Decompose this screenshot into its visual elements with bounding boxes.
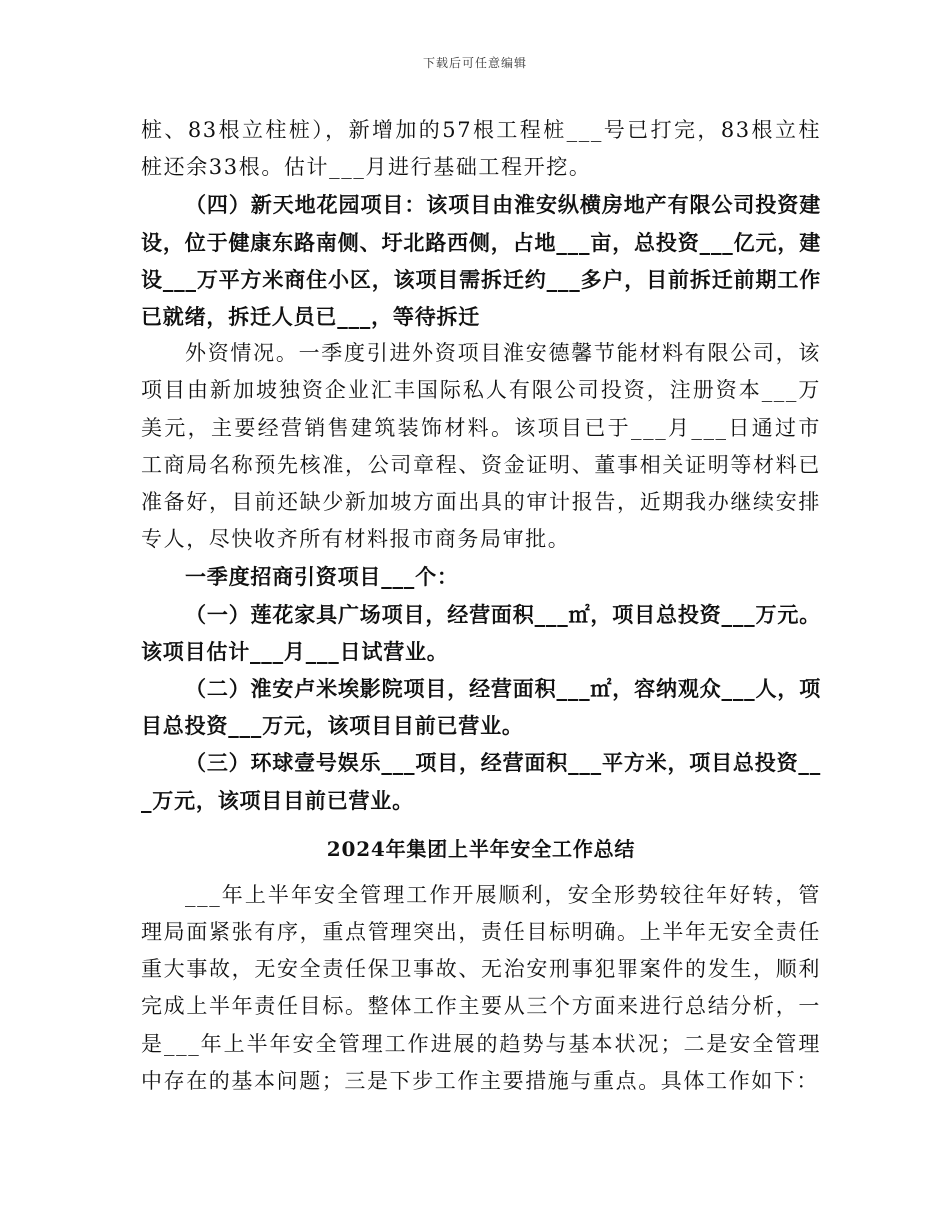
document-body — [141, 112, 821, 1100]
paragraph-global-one-entertainment: （三）环球壹号娱乐___项目，经营面积___平方米，项目总投资___万元，该项目目前已营业。 — [141, 750, 821, 813]
paragraph-q1-projects-heading: 一季度招商引资项目___个： — [185, 564, 459, 590]
paragraph-pile-progress: 桩、83根立柱桩），新增加的57根工程桩___号已打完，83根立柱桩还余33根。估计___月进行基础工程开挖。 — [141, 118, 821, 180]
paragraph-safety-summary: ___年上半年安全管理工作开展顺利，安全形势较往年好转，管理局面紧张有序，重点管理突出，责任目标明确。上半年无安全责任重大事故，无安全责任保卫事故、无治安刑事犯罪案件的发生，顺利完成上半年责任目标。整体工作主要从三个方面来进行总结分析，一是___年上半年安全管理工作进展的趋势与基本状况；二是安全管理中存在的基本问题；三是下步工作主要措施与重点。具体工作如下： — [141, 882, 821, 1093]
page-header: 下载后可任意编辑 — [422, 56, 527, 70]
paragraph-xintiandi-project: （四）新天地花园项目：该项目由淮安纵横房地产有限公司投资建设，位于健康东路南侧、圩北路西侧，占地___亩，总投资___亿元，建设___万平方米商住小区，该项目需拆迁约___多户，目前拆迁前期工作已就绪，拆迁人员已___，等待拆迁 — [141, 192, 821, 330]
paragraph-foreign-investment: 外资情况。一季度引进外资项目淮安德馨节能材料有限公司，该项目由新加坡独资企业汇丰国际私人有限公司投资，注册资本___万美元，主要经营销售建筑装饰材料。该项目已于___月___日通过市工商局名称预先核准，公司章程、资金证明、董事相关证明等材料已准备好，目前还缺少新加坡方面出具的审计报告，近期我办继续安排专人，尽快收齐所有材料报市商务局审批。 — [141, 341, 821, 552]
paragraph-lumiere-cinema: （二）淮安卢米埃影院项目，经营面积___㎡，容纳观众___人，项目总投资___万元，该项目目前已营业。 — [141, 676, 821, 739]
paragraph-lianhua-furniture: （一）莲花家具广场项目，经营面积___㎡，项目总投资___万元。该项目估计___月___日试营业。 — [141, 601, 821, 664]
section-title: 2024年集团上半年安全工作总结 — [326, 836, 636, 861]
